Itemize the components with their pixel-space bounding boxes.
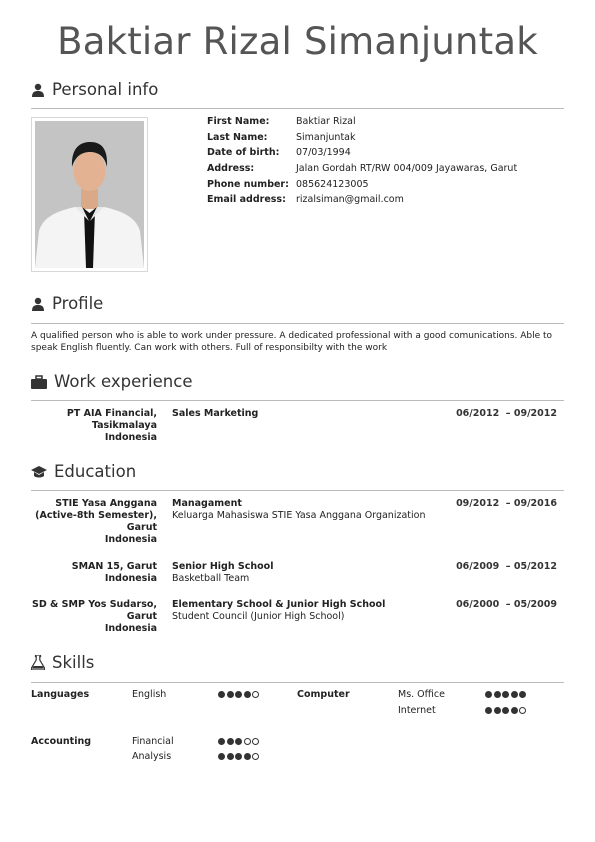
info-label: Email address:	[207, 194, 286, 205]
org-line: Garut	[126, 611, 157, 622]
rating-dot-filled	[502, 707, 509, 714]
rating-dot-filled	[227, 691, 234, 698]
rating-dot-filled	[519, 691, 526, 698]
info-value: 07/03/1994	[296, 147, 351, 158]
org-line: Indonesia	[104, 432, 157, 443]
profile-text: A qualified person who is able to work under pressure. A dedicated professional with a good comunications. Able to speak English fluently. Can work with others. Full of responsibilty with the work	[31, 331, 553, 353]
education-date: 06/2000 – 05/2009	[456, 599, 557, 610]
info-label: Date of birth:	[207, 147, 280, 158]
info-label: Phone number:	[207, 179, 289, 190]
skill-category: Languages	[31, 689, 90, 700]
section-header-education	[31, 462, 136, 481]
education-org	[17, 561, 157, 585]
rating-dot-filled	[227, 738, 234, 745]
org-line: Indonesia	[104, 623, 157, 634]
rating-dot-filled	[494, 691, 501, 698]
section-divider	[31, 323, 564, 324]
rating-dot-filled	[218, 691, 225, 698]
profile-photo	[31, 117, 148, 272]
email-link[interactable]: rizalsiman@gmail.com	[296, 194, 404, 205]
skill-name: Analysis	[132, 751, 172, 762]
org-line: Tasikmalaya	[91, 420, 157, 431]
skill-name: Internet	[398, 705, 436, 716]
rating-dot-filled	[235, 738, 242, 745]
skill-category: Computer	[297, 689, 350, 700]
flask-icon	[31, 655, 45, 670]
rating-dot-filled	[485, 707, 492, 714]
section-header-skills	[31, 653, 94, 672]
org-line: Indonesia	[104, 573, 157, 584]
rating-dot-empty	[252, 738, 259, 745]
info-value: 085624123005	[296, 179, 369, 190]
education-org	[17, 498, 157, 546]
education-date: 06/2009 – 05/2012	[456, 561, 557, 572]
rating-dot-empty	[252, 753, 259, 760]
section-divider	[31, 682, 564, 683]
rating-dot-filled	[494, 707, 501, 714]
rating-dot-filled	[485, 691, 492, 698]
rating-dot-empty	[519, 707, 526, 714]
info-label: Last Name:	[207, 132, 268, 143]
rating-dot-filled	[511, 707, 518, 714]
rating-dot-filled	[235, 753, 242, 760]
section-header-profile	[31, 294, 103, 313]
work-title: Sales Marketing	[172, 408, 259, 419]
education-desc: Student Council (Junior High School)	[172, 611, 345, 622]
info-value: Baktiar Rizal	[296, 116, 356, 127]
skill-rating	[218, 753, 259, 760]
work-org	[17, 408, 157, 444]
section-title: Personal info	[52, 80, 159, 99]
education-org	[17, 599, 157, 635]
work-date: 06/2012 – 09/2012	[456, 408, 557, 419]
resume-name: Baktiar Rizal Simanjuntak	[57, 20, 538, 63]
skill-category: Accounting	[31, 736, 92, 747]
rating-dot-empty	[244, 738, 251, 745]
rating-dot-filled	[244, 753, 251, 760]
graduation-cap-icon	[31, 465, 47, 479]
org-line: SMAN 15, Garut	[71, 561, 157, 572]
skill-rating	[218, 691, 259, 698]
info-value: Simanjuntak	[296, 132, 356, 143]
rating-dot-filled	[227, 753, 234, 760]
info-label: First Name:	[207, 116, 270, 127]
section-title: Skills	[52, 653, 95, 672]
org-line: Garut	[126, 522, 157, 533]
info-value: Jalan Gordah RT/RW 004/009 Jayawaras, Garut	[296, 163, 518, 174]
info-label: Address:	[207, 163, 255, 174]
rating-dot-filled	[244, 691, 251, 698]
section-title: Work experience	[54, 372, 193, 391]
section-title: Education	[54, 462, 137, 481]
education-title: Managament	[172, 498, 242, 509]
section-title: Profile	[52, 294, 104, 313]
org-line: SD & SMP Yos Sudarso,	[32, 599, 157, 610]
rating-dot-filled	[218, 738, 225, 745]
rating-dot-empty	[252, 691, 259, 698]
section-header-personal	[31, 80, 158, 99]
education-title: Elementary School & Junior High School	[172, 599, 386, 610]
section-divider	[31, 490, 564, 491]
briefcase-icon	[31, 375, 47, 389]
skill-name: Financial	[132, 736, 174, 747]
org-line: Indonesia	[104, 534, 157, 545]
education-date: 09/2012 – 09/2016	[456, 498, 557, 509]
user-icon	[31, 83, 45, 97]
user-icon	[31, 297, 45, 311]
education-desc: Basketball Team	[172, 573, 250, 584]
rating-dot-filled	[218, 753, 225, 760]
org-line: PT AIA Financial,	[66, 408, 157, 419]
section-divider	[31, 400, 564, 401]
skill-name: Ms. Office	[398, 689, 445, 700]
section-divider	[31, 108, 564, 109]
skill-name: English	[132, 689, 167, 700]
skill-rating	[218, 738, 259, 745]
education-title: Senior High School	[172, 561, 274, 572]
rating-dot-filled	[502, 691, 509, 698]
org-line: (Active-8th Semester),	[35, 510, 157, 521]
skill-rating	[485, 707, 526, 714]
rating-dot-filled	[511, 691, 518, 698]
skill-rating	[485, 691, 526, 698]
org-line: STIE Yasa Anggana	[55, 498, 157, 509]
education-desc: Keluarga Mahasiswa STIE Yasa Anggana Organization	[172, 510, 426, 521]
rating-dot-filled	[235, 691, 242, 698]
section-header-work	[31, 372, 192, 391]
